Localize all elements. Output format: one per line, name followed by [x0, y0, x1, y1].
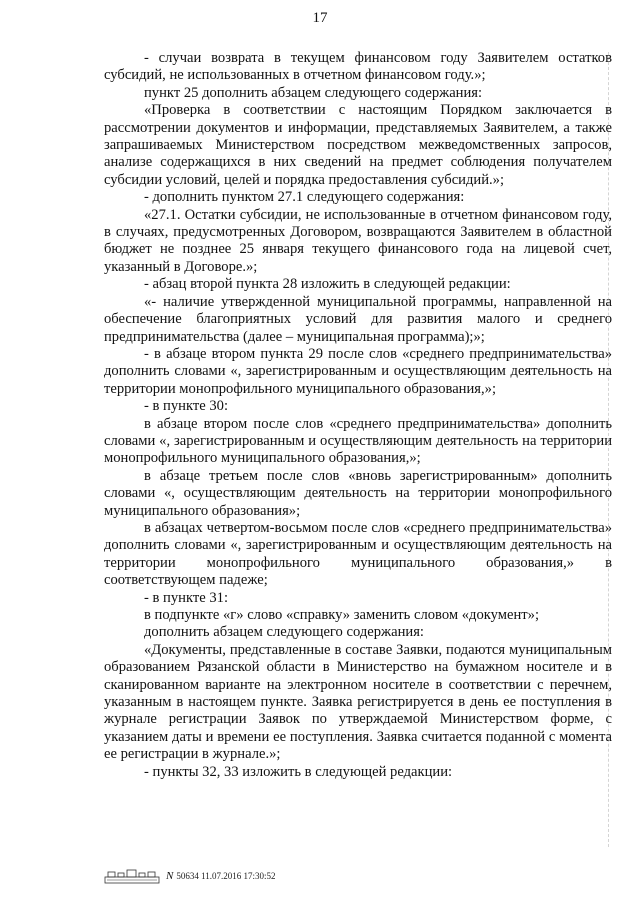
paragraph: в абзаце втором после слов «среднего предпринимательства» дополнить словами «, зарегистрированным и осуществляющим деятельность на территории монопрофильного муниципального образования,»;	[104, 415, 612, 467]
paragraph: в подпункте «г» слово «справку» заменить словом «документ»;	[144, 607, 539, 623]
paragraph: «27.1. Остатки субсидии, не использованные в отчетном финансовом году, в случаях, предусмотренных Договором, возвращаются Заявителем в областной бюджет не позднее 25 января текущего финансового года на лицевой счет, указанный в Договоре.»;	[104, 206, 612, 275]
paragraph: - абзац второй пункта 28 изложить в следующей редакции:	[144, 276, 511, 293]
paragraph: дополнить абзацем следующего содержания:	[144, 624, 424, 641]
paragraph: пункт 25 дополнить абзацем следующего содержания:	[144, 84, 483, 101]
paragraph: - в пункте 31:	[144, 589, 229, 606]
document-body	[104, 50, 612, 781]
paragraph: «- наличие утвержденной муниципальной программы, направленной на обеспечение благоприятных условий для развития малого и среднего предпринимательства (далее – муниципальная программа);»;	[104, 293, 612, 345]
paragraph: - дополнить пунктом 27.1 следующего содержания:	[144, 189, 465, 206]
paragraph: в абзаце третьем после слов «вновь зарегистрированным» дополнить словами «, осуществляющим деятельность на территории монопрофильного муниципального образования»;	[104, 467, 612, 519]
registry-logo-icon	[104, 868, 160, 884]
paragraph: «Проверка в соответствии с настоящим Порядком заключается в рассмотрении документов и информации, представляемых Заявителем, а также запрашиваемых Министерством посредством межведомственных запросов, анализе содержащихся в них сведений на предмет соблюдения получателем субсидии условий, целей и порядка предоставления субсидий.»;	[104, 102, 612, 188]
document-footer	[104, 868, 276, 884]
paragraph: в абзацах четвертом-восьмом после слов «среднего предпринимательства» дополнить словами «, зарегистрированным и осуществляющим деятельность на территории монопрофильного муниципального образования,» в соответствующем падеже;	[104, 519, 612, 589]
paragraph: - случаи возврата в текущем финансовом году Заявителем остатков субсидий, не использованных в отчетном финансовом году.»;	[104, 50, 612, 84]
paragraph: - в абзаце втором пункта 29 после слов «среднего предпринимательства» дополнить словами «, зарегистрированным и осуществляющим деятельность на территории монопрофильного муниципального образования,»;	[104, 345, 612, 397]
paragraph: - в пункте 30:	[144, 398, 229, 415]
stamp-symbol: N	[166, 870, 174, 882]
registration-stamp: 50634 11.07.2016 17:30:52	[176, 871, 276, 881]
paragraph: - пункты 32, 33 изложить в следующей редакции:	[144, 763, 453, 780]
paragraph: «Документы, представленные в составе Заявки, подаются муниципальным образованием Рязанской области в Министерство на бумажном носителе и в сканированном варианте на электронном носителе в соответствии с перечнем, указанным в настоящем пункте. Заявка регистрируется в день ее поступления в журнале регистрации Заявок по утверждаемой Министерством форме, с указанием даты и времени ее поступления. Заявка считается поданной с момента ее регистрации в журнале.»;	[104, 641, 612, 763]
page-number: 17	[312, 10, 328, 26]
